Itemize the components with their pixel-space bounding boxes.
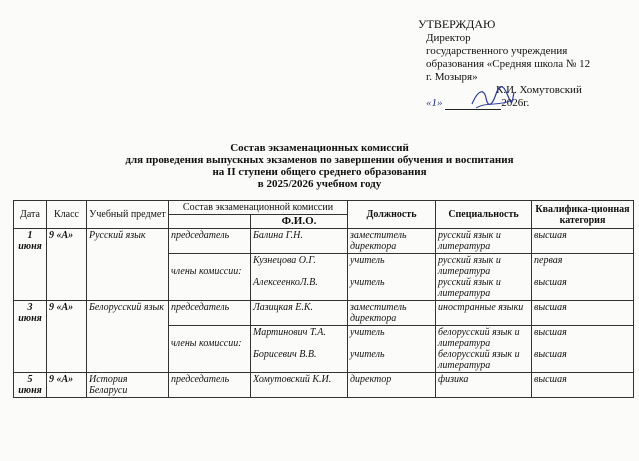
header-date: Дата	[14, 201, 47, 229]
document-title	[0, 142, 639, 190]
members-role: члены комиссии:	[169, 326, 251, 373]
chair-specialty: русский язык и литература	[436, 229, 532, 254]
row-class: 9 «А»	[47, 301, 87, 373]
members-specialties: русский язык и литература русский язык и литература	[436, 254, 532, 301]
members-specialties: белорусский язык и литература белорусский язык и литература	[436, 326, 532, 373]
approval-signature-name: К.И. Хомутовский	[496, 84, 582, 96]
title-line-1: Состав экзаменационных комиссий	[230, 142, 409, 154]
chair-category: высшая	[532, 301, 634, 326]
title-line-2: для проведения выпускных экзаменов по завершении обучения и воспитания	[125, 154, 514, 166]
table-row	[14, 301, 634, 326]
chair-role: председатель	[169, 301, 251, 326]
members-categories: первая высшая	[532, 254, 634, 301]
row-date: 1 июня	[14, 229, 47, 301]
chair-role: председатель	[169, 229, 251, 254]
row-class: 9 «А»	[47, 373, 87, 398]
members-role: члены комиссии:	[169, 254, 251, 301]
row-subject: Русский язык	[87, 229, 169, 301]
chair-name: Лазицкая Е.К.	[251, 301, 348, 326]
header-fio: Ф.И.О.	[251, 215, 348, 229]
header-subject: Учебный предмет	[87, 201, 169, 229]
approval-block	[418, 18, 633, 110]
signature-scribble-icon	[470, 84, 516, 110]
row-class: 9 «А»	[47, 229, 87, 301]
row-subject: Белорусский язык	[87, 301, 169, 373]
approval-heading: УТВЕРЖДАЮ	[418, 17, 496, 31]
row-date: 3 июня	[14, 301, 47, 373]
chair-specialty: физика	[436, 373, 532, 398]
approval-line-1: Директор	[426, 32, 471, 44]
approval-line-4: г. Мозыря»	[426, 71, 478, 83]
chair-position: заместитель директора	[348, 229, 436, 254]
chair-position: директор	[348, 373, 436, 398]
title-line-3: на II ступени общего среднего образования	[212, 166, 427, 178]
members-positions: учитель учитель	[348, 326, 436, 373]
members-names: Мартинович Т.А. Борисевич В.В.	[251, 326, 348, 373]
table-row	[14, 373, 634, 398]
chair-name: Хомутовский К.И.	[251, 373, 348, 398]
chair-position: заместитель директора	[348, 301, 436, 326]
chair-category: высшая	[532, 373, 634, 398]
chair-category: высшая	[532, 229, 634, 254]
chair-specialty: иностранные языки	[436, 301, 532, 326]
approval-date-year: 2026г.	[501, 97, 530, 109]
header-specialty: Специальность	[436, 201, 532, 229]
members-positions: учитель учитель	[348, 254, 436, 301]
row-date: 5 июня	[14, 373, 47, 398]
approval-date-day: «1»	[426, 97, 446, 109]
chair-name: Балина Г.Н.	[251, 229, 348, 254]
approval-line-3: образования «Средняя школа № 12	[426, 58, 591, 70]
approval-line-2: государственного учреждения	[426, 45, 568, 57]
approval-date	[418, 97, 633, 110]
header-class: Класс	[47, 201, 87, 229]
header-position: Должность	[348, 201, 436, 229]
table-row	[14, 229, 634, 254]
title-line-4: в 2025/2026 учебном году	[257, 178, 382, 190]
header-commission: Состав экзаменационной комиссии	[169, 201, 348, 215]
members-categories: высшая высшая	[532, 326, 634, 373]
chair-role: председатель	[169, 373, 251, 398]
commission-table	[13, 200, 634, 398]
header-qualification: Квалифика-ционная категория	[532, 201, 634, 229]
row-subject: История Беларуси	[87, 373, 169, 398]
members-names: Кузнецова О.Г. АлексеенкоЛ.В.	[251, 254, 348, 301]
